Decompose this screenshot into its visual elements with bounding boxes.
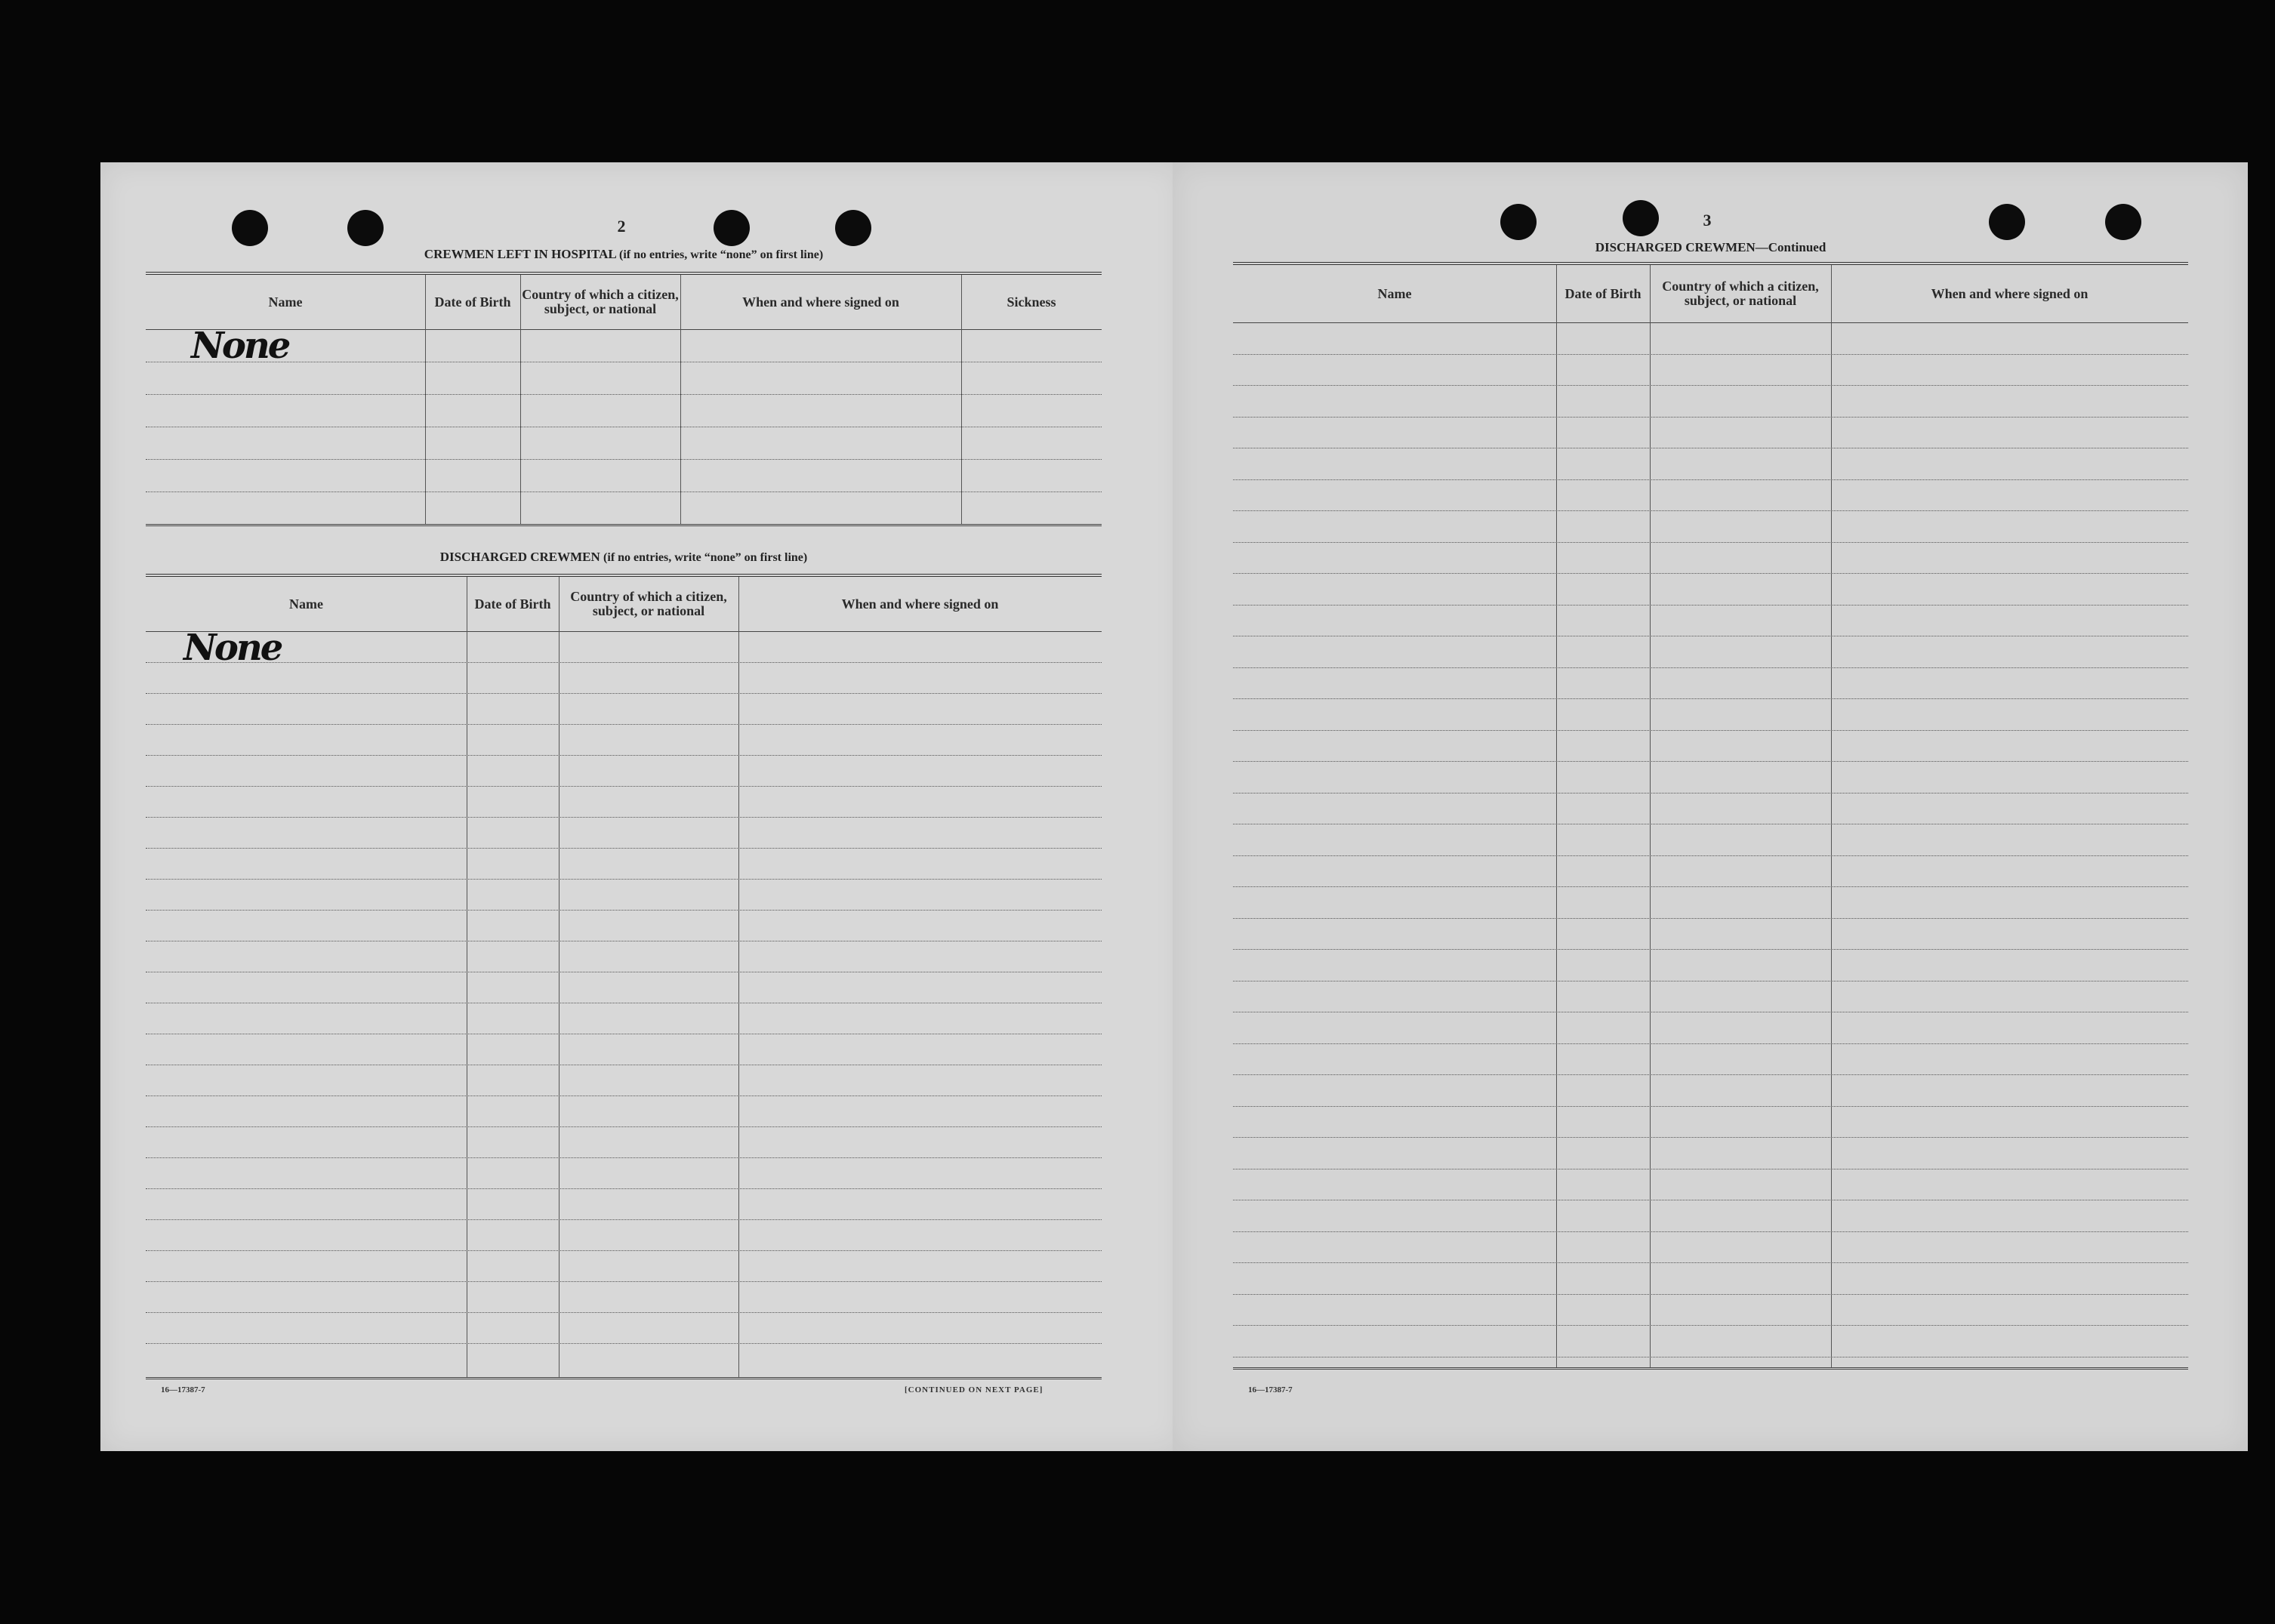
form-code: 16—17387-7 (161, 1385, 205, 1394)
ruled-line (1233, 730, 2188, 731)
ruled-line (1233, 479, 2188, 480)
page-number: 3 (1703, 211, 1712, 230)
column-header-name: Name (1377, 285, 1412, 301)
ruled-line (1233, 573, 2188, 574)
ruled-line (146, 1188, 1102, 1189)
column-header-name: Name (268, 294, 303, 310)
punch-hole (1623, 200, 1659, 236)
column-divider (961, 275, 962, 524)
punch-hole (714, 210, 750, 246)
hospital-section-title: CREWMEN LEFT IN HOSPITAL (if no entries, write “none” on first line) (424, 247, 824, 261)
ruled-line (1233, 1231, 2188, 1232)
ruled-line (146, 879, 1102, 880)
punch-hole (232, 210, 268, 246)
discharged-continued-title: DISCHARGED CREWMEN—Continued (1595, 240, 1826, 254)
hospital-table-header (146, 275, 1102, 330)
column-divider (738, 577, 739, 1377)
ruled-line (1233, 1262, 2188, 1263)
column-divider (520, 275, 521, 524)
column-divider (1831, 265, 1832, 1367)
column-header-signed-on: When and where signed on (742, 294, 899, 310)
column-header-country: Country of which a citizen, subject, or national (1662, 279, 1819, 308)
discharged-table-header (146, 577, 1102, 632)
column-header-signed-on: When and where signed on (841, 596, 999, 612)
ruled-line (1233, 761, 2188, 762)
ruled-line (146, 693, 1102, 694)
ruled-line (1233, 542, 2188, 543)
punch-hole (835, 210, 871, 246)
ruled-line (1233, 385, 2188, 386)
ruled-line (1233, 918, 2188, 919)
punch-hole (2105, 204, 2141, 240)
ruled-line (146, 910, 1102, 911)
ruled-line (1233, 949, 2188, 950)
ruled-line (1233, 510, 2188, 511)
discharged-section-title: DISCHARGED CREWMEN (if no entries, write “none” on first line) (439, 550, 808, 564)
ruled-line (1233, 855, 2188, 856)
handwritten-entry-none: None (183, 627, 282, 669)
ruled-line (1233, 1106, 2188, 1107)
column-header-sickness: Sickness (1006, 294, 1056, 310)
column-divider (1556, 265, 1557, 1367)
ruled-line (1233, 698, 2188, 699)
discharged-table (146, 574, 1102, 1377)
ruled-line (146, 1281, 1102, 1282)
ruled-line (146, 724, 1102, 725)
form-code: 16—17387-7 (1248, 1385, 1293, 1394)
column-header-date-of-birth: Date of Birth (474, 596, 551, 612)
column-header-date-of-birth: Date of Birth (434, 294, 511, 310)
punch-hole (1500, 204, 1537, 240)
ruled-line (146, 848, 1102, 849)
column-header-name: Name (289, 596, 323, 612)
ruled-line (1233, 1043, 2188, 1044)
column-divider (559, 577, 560, 1377)
ruled-line (1233, 1294, 2188, 1295)
column-header-date-of-birth: Date of Birth (1564, 285, 1642, 301)
ruled-line (146, 459, 1102, 460)
column-header-signed-on: When and where signed on (1931, 285, 2088, 301)
ruled-line (146, 817, 1102, 818)
column-header-country: Country of which a citizen, subject, or national (522, 287, 679, 316)
form-page-3 (1173, 162, 2248, 1451)
continued-note: [CONTINUED ON NEXT PAGE] (905, 1385, 1043, 1394)
discharged-continued-header (1233, 265, 2188, 323)
ruled-line (146, 1250, 1102, 1251)
punch-hole (347, 210, 384, 246)
ruled-line (146, 755, 1102, 756)
handwritten-entry-none: None (191, 325, 289, 367)
ruled-line (1233, 605, 2188, 606)
ruled-line (1233, 1137, 2188, 1138)
table-bottom-rule (146, 1377, 1102, 1379)
ruled-line (1233, 886, 2188, 887)
ruled-line (1233, 667, 2188, 668)
ruled-line (146, 786, 1102, 787)
ruled-line (1233, 1074, 2188, 1075)
hospital-table (146, 272, 1102, 524)
ruled-line (1233, 354, 2188, 355)
form-page-2 (100, 162, 1182, 1451)
page-number: 2 (617, 217, 626, 236)
punch-hole (1989, 204, 2025, 240)
ruled-line (146, 1219, 1102, 1220)
ruled-line (1233, 793, 2188, 794)
column-divider (1650, 265, 1651, 1367)
ruled-line (146, 662, 1102, 663)
ruled-line (1233, 417, 2188, 418)
ruled-line (146, 1126, 1102, 1127)
column-divider (425, 275, 426, 524)
table-bottom-rule (146, 524, 1102, 526)
discharged-continued-table (1233, 262, 2188, 1367)
ruled-line (146, 1343, 1102, 1344)
column-header-country: Country of which a citizen, subject, or national (570, 589, 727, 618)
ruled-line (146, 1312, 1102, 1313)
ruled-line (146, 394, 1102, 395)
column-divider (680, 275, 681, 524)
table-bottom-rule (1233, 1367, 2188, 1370)
ruled-line (1233, 1325, 2188, 1326)
ruled-line (146, 1157, 1102, 1158)
